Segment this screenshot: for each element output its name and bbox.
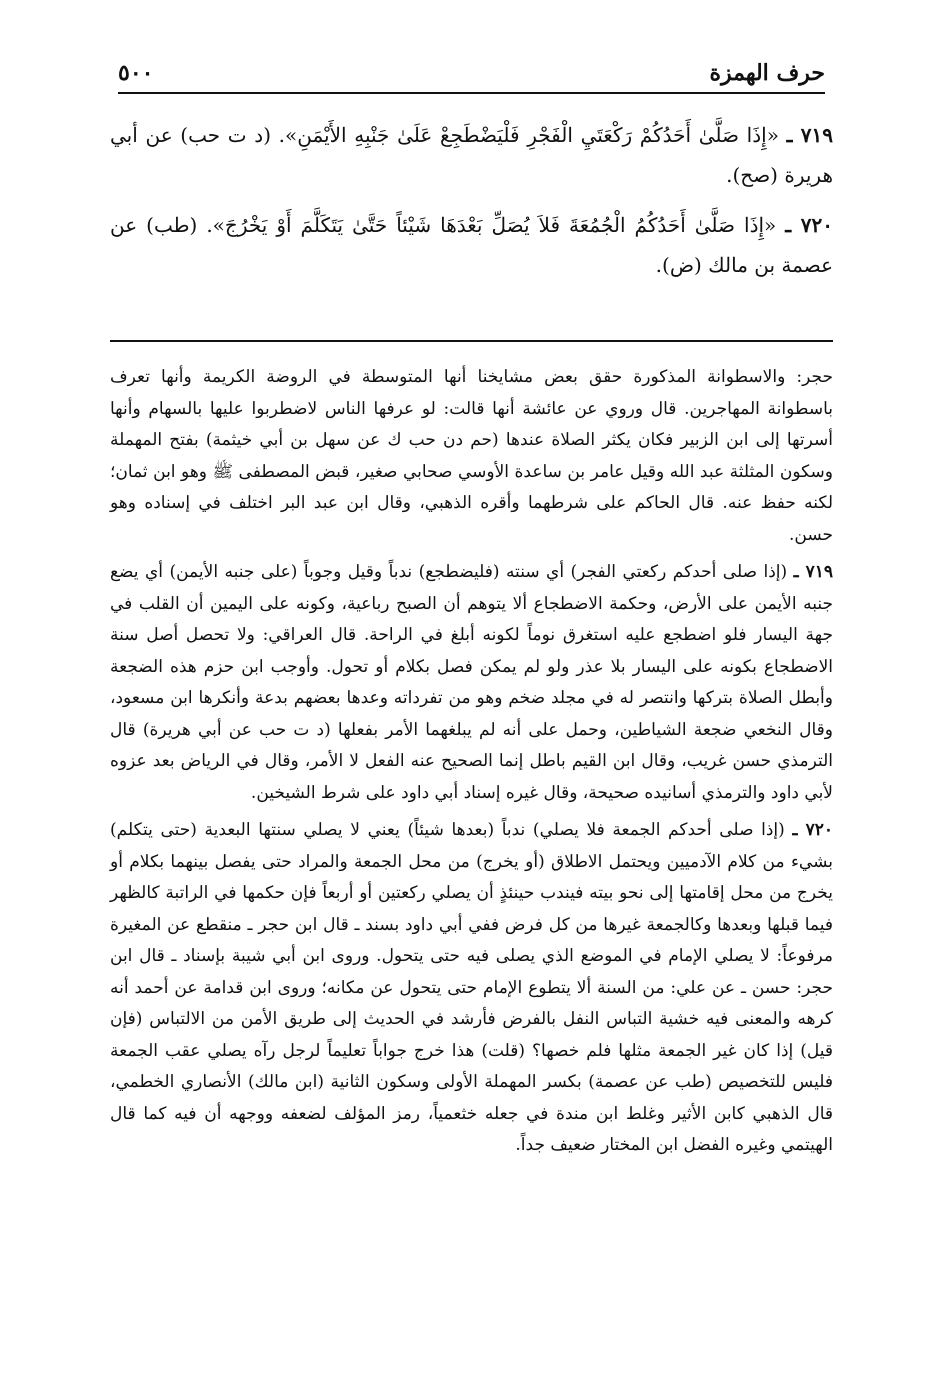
commentary-text: (إذا صلى أحدكم ركعتي الفجر) أي سنته (فليضطجع) ندباً وقيل وجوباً (على جنبه الأيمن) أي يضع جنبه الأيمن على الأرض، وحكمة الاضطجاع ألا يتوهم أن الصبح رباعية، وكونه على اليمين أن القلب في جهة اليسار فلو اضطجع عليه استغرق نوماً لكونه أبلغ في الراحة. قال العراقي: ولا تحصل أصل سنة الاضطجاع بكونه على اليسار بلا عذر ولو لم يمكن فصل بكلام أو تحول. وأوجب ابن حزم هذه الضجعة وأبطل الصلاة بتركها وانتصر له في مجلد ضخم وهو من تفرداته وعدها بعضهم بدعة وأنكرها ابن مسعود، وقال النخعي ضجعة الشياطين، وحمل على أنه لم يبلغهما الأمر بفعلها (د ت حب عن أبي هريرة) قال الترمذي حسن غريب، وقال ابن القيم باطل إنما الصحيح عنه الفعل لا الأمر، وقال في الرياض بعد عزوه لأبي داود والترمذي أسانيده صحيحة، وقال غيره إسناد أبي داود على شرط الشيخين.: [110, 562, 833, 803]
commentary-text: حجر: والاسطوانة المذكورة حقق بعض مشايخنا أنها المتوسطة في الروضة الكريمة وأنها تعرف باسطوانة المهاجرين. قال وروي عن عائشة أنها قالت: لو عرفها الناس لاضطربوا عليها بالسهام وأنها أسرتها إلى ابن الزبير فكان يكثر الصلاة عندها (حم دن حب ك عن سهل بن أبي خيثمة) بفتح المهملة وسكون المثلثة عبد الله وقيل عامر بن ساعدة الأوسي صحابي صغير، قبض المصطفى ﷺ وهو ابن ثمان؛ لكنه حفظ عنه. قال الحاكم على شرطهما وأقره الذهبي، وقال ابن عبد البر اختلف في إسناده وهو حسن.: [110, 367, 833, 545]
commentary-paragraph: [110, 557, 833, 809]
hadith-number: ٧٢٠ ـ: [785, 213, 833, 237]
commentary-paragraph: [110, 362, 833, 551]
commentary-section: [110, 362, 833, 1168]
commentary-number: ٧٢٠ ـ: [792, 820, 833, 840]
footnote-separator: [110, 340, 833, 342]
hadith-entry: [110, 205, 833, 285]
hadith-text: «إِذَا صَلَّىٰ أَحَدُكُمُ الْجُمُعَةَ فَلاَ يُصَلِّ بَعْدَهَا شَيْئاً حَتَّىٰ يَتَكَلَّمَ أَوْ يَخْرُجَ». (طب) عن عصمة بن مالك (ض).: [110, 213, 833, 277]
hadith-text: «إِذَا صَلَّىٰ أَحَدُكُمْ رَكْعَتَيِ الْفَجْرِ فَلْيَضْطَجِعْ عَلَىٰ جَنْبِهِ الأَيْمَنِ». (د ت حب) عن أبي هريرة (صح).: [110, 123, 833, 187]
page-number: ٥٠٠: [118, 60, 154, 86]
page-header: [118, 58, 825, 94]
commentary-text: (إذا صلى أحدكم الجمعة فلا يصلي) ندباً (بعدها شيئاً) يعني لا يصلي سنتها البعدية (حتى يتكلم) بشيء من كلام الآدميين ويحتمل الاطلاق (أو يخرج) من محل الجمعة والمراد حتى يفصل بينهما بكلام أو يخرج من محل إقامتها إلى نحو بيته فيندب حينئذٍ أن يصلي ركعتين أو أربعاً فإن حكمها في الراتبة كالظهر فيما قبلها وبعدها وكالجمعة غيرها من كل فرض ففي أبي داود بسند ـ قال ابن حجر ـ منقطع عن المغيرة مرفوعاً: لا يصلي الإمام في الموضع الذي يصلى فيه حتى يتحول. وروى ابن أبي شيبة بإسناد ـ قال ابن حجر: حسن ـ عن علي: من السنة ألا يتطوع الإمام حتى يتحول عن مكانه؛ وروى ابن قدامة عن أحمد أنه كرهه والمعنى فيه خشية التباس النفل بالفرض فأرشد في الحديث إلى طريق الأمن من الالتباس (فإن قيل) إذا كان غير الجمعة مثلها فلم خصها؟ (قلت) هذا خرج جواباً تعليماً لرجل رآه يصلي عقب الجمعة فليس للتخصيص (طب عن عصمة) بكسر المهملة الأولى وسكون الثانية (ابن مالك) الأنصاري الخطمي، قال الذهبي كابن الأثير وغلط ابن مندة في جعله خثعمياً، رمز المؤلف لضعفه ووجهه أن فيه كما قال الهيتمي وغيره الفضل ابن المختار ضعيف جداً.: [110, 820, 833, 1155]
commentary-paragraph: [110, 815, 833, 1162]
commentary-number: ٧١٩ ـ: [793, 562, 833, 582]
hadith-number: ٧١٩ ـ: [786, 123, 834, 147]
main-hadith-text: [110, 115, 833, 295]
header-divider: [118, 92, 825, 94]
chapter-title: حرف الهمزة: [709, 60, 825, 86]
hadith-entry: [110, 115, 833, 195]
